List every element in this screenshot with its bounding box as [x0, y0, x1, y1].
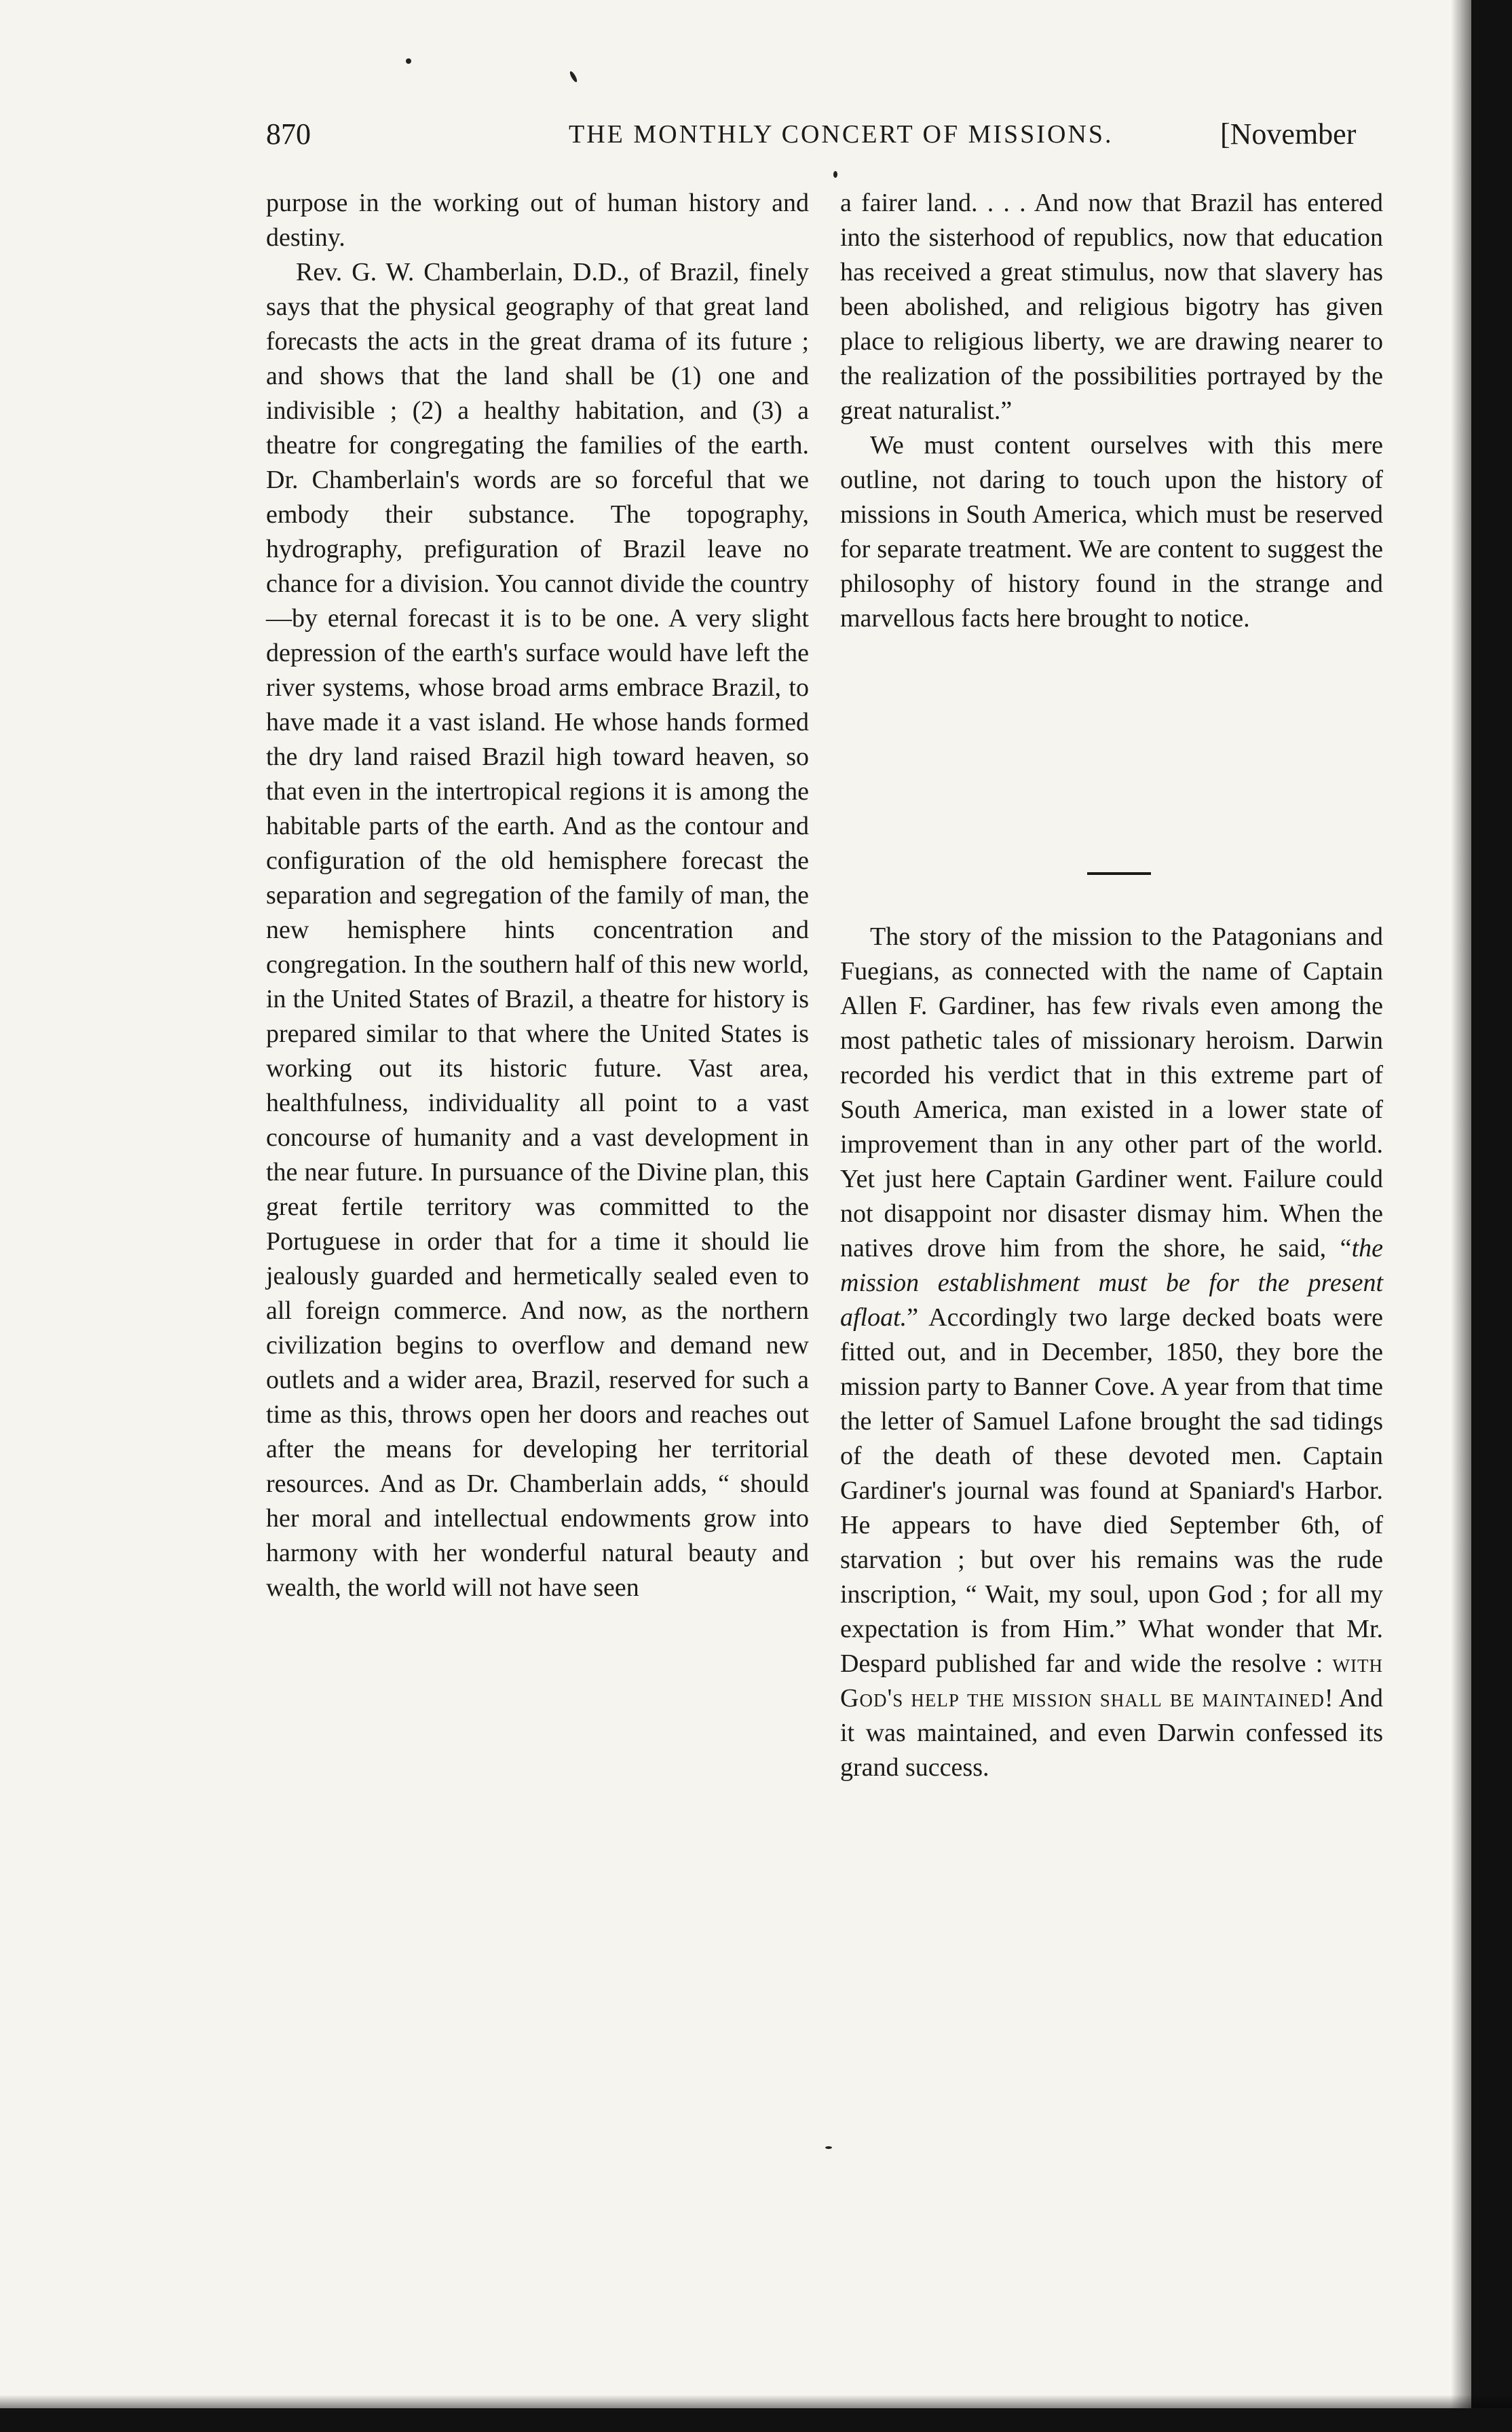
- journal-title: THE MONTHLY CONCERT OF MISSIONS.: [569, 120, 1114, 149]
- section-divider: [1087, 872, 1151, 875]
- page-number: 870: [266, 117, 311, 151]
- scan-edge-right: [1471, 0, 1512, 2432]
- scan-shadow-right: [1451, 0, 1473, 2432]
- scan-shadow-bottom: [0, 2395, 1512, 2410]
- gardiner-text-c: ! And it was maintained, and even Darwin confessed its grand success.: [840, 1684, 1383, 1782]
- gardiner-quote-italic: the mission establishment must be for the present afloat.: [840, 1234, 1383, 1332]
- scan-edge-bottom: [0, 2408, 1512, 2432]
- paragraph-continuation: purpose in the working out of human history and destiny.: [266, 189, 809, 252]
- paragraph-fairer-land: a fairer land. . . . And now that Brazil has entered into the sisterhood of republics, now that education has received a great stimulus, now that slavery has been abolished, and religious bigotry has given place to religious liberty, we are drawing nearer to the realization of the possibilities portrayed by the great naturalist.”: [840, 189, 1383, 425]
- gardiner-resolve-smallcaps: with God's help the mission shall be maintained: [840, 1649, 1384, 1713]
- left-column: [266, 186, 809, 1605]
- scan-speck: [569, 71, 578, 83]
- scan-speck: [833, 171, 837, 178]
- right-column-lower: [840, 920, 1383, 1785]
- gardiner-text-b: ” Accordingly two large decked boats were fitted out, and in December, 1850, they bore the mission party to Banner Cove. A year from that time the letter of Samuel Lafone brought the sad tidings of the death of these devoted men. Captain Gardiner's journal was found at Spaniard's Harbor. He appears to have died September 6th, of starvation ; but over his remains was the rude inscription, “ Wait, my soul, upon God ; for all my expectation is from Him.” What wonder that Mr. Despard published far and wide the resolve :: [840, 1303, 1383, 1678]
- issue-month: [November: [1220, 117, 1357, 151]
- paragraph-gardiner-mission: [840, 920, 1383, 1785]
- scan-speck: [406, 58, 411, 64]
- scan-speck: [825, 2146, 832, 2149]
- gardiner-text-a: The story of the mission to the Patagonians and Fuegians, as connected with the name of Captain Allen F. Gardiner, has few rivals even among the most pathetic tales of missionary heroism. Darwin recorded his verdict that in this extreme part of South America, man existed in a lower state of improvement than in any other part of the world. Yet just here Captain Gardiner went. Failure could not disappoint nor disaster dismay him. When the natives drove him from the shore, he said, “: [840, 922, 1383, 1262]
- paragraph-chamberlain: Rev. G. W. Chamberlain, D.D., of Brazil, finely says that the physical geography of that great land forecasts the acts in the great drama of its future ; and shows that the land shall be (1) one and indivisible ; (2) a healthy habitation, and (3) a theatre for congregating the families of the earth. Dr. Chamberlain's words are so forceful that we embody their substance. The topography, hydrography, prefiguration of Brazil leave no chance for a division. You cannot divide the country—by eternal forecast it is to be one. A very slight depression of the earth's surface would have left the river systems, whose broad arms embrace Brazil, to have made it a vast island. He whose hands formed the dry land raised Brazil high toward heaven, so that even in the intertropical regions it is among the habitable parts of the earth. And as the contour and configuration of the old hemisphere forecast the separation and segregation of the family of man, the new hemisphere hints concentration and congregation. In the southern half of this new world, in the United States of Brazil, a theatre for history is prepared similar to that where the United States is working out its historic future. Vast area, healthfulness, individuality all point to a vast concourse of humanity and a vast development in the near future. In pursuance of the Divine plan, this great fertile territory was committed to the Portuguese in order that for a time it should lie jealously guarded and hermetically sealed even to all foreign commerce. And now, as the northern civilization begins to overflow and demand new outlets and a wider area, Brazil, reserved for such a time as this, throws open her doors and reaches out after the means for developing her territorial resources. And as Dr. Chamberlain adds, “ should her moral and intellectual endowments grow into harmony with her wonderful natural beauty and wealth, the world will not have seen: [266, 258, 809, 1602]
- paragraph-outline: We must content ourselves with this mere outline, not daring to touch upon the history of missions in South America, which must be reserved for separate treatment. We are content to suggest the philosophy of history found in the strange and marvellous facts here brought to notice.: [840, 431, 1383, 633]
- right-column-upper: [840, 186, 1383, 636]
